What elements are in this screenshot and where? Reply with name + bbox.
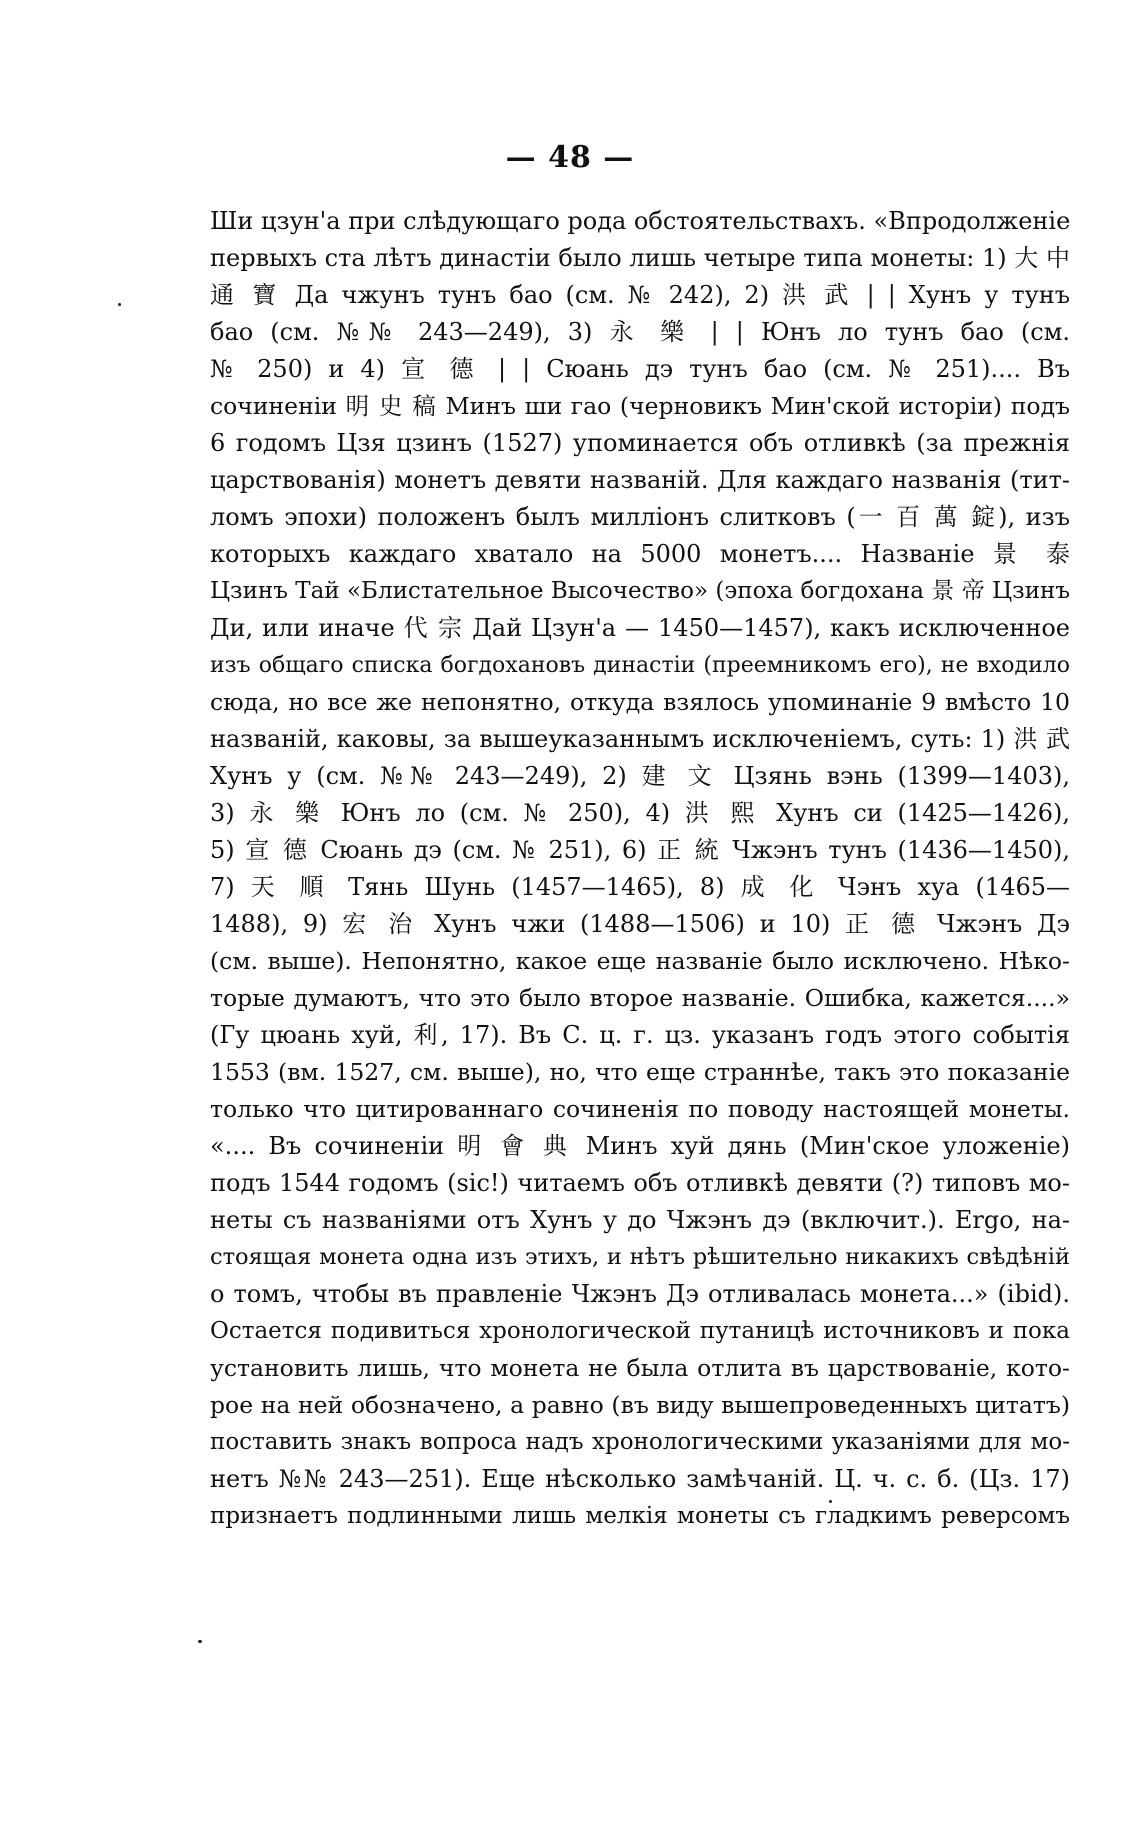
text-line: бао (см. №№ 243—249), 3) 永 樂 | | Юнъ ло тунъ бао (см.: [210, 318, 1070, 346]
text-line: первыхъ ста лѣтъ династіи было лишь четыре типа монеты: 1) 大 中: [210, 244, 1070, 272]
text-line: 7) 天 順 Тянь Шунь (1457—1465), 8) 成 化 Чэнъ хуа (1465—: [210, 873, 1070, 901]
text-line: установить лишь, что монета не была отлита въ царствованіе, кото-: [210, 1354, 1070, 1382]
print-speck: [829, 1500, 832, 1503]
body-text: [210, 203, 1070, 1535]
text-line: 3) 永 樂 Юнъ ло (см. № 250), 4) 洪 熙 Хунъ си (1425—1426),: [210, 799, 1070, 827]
text-line: (см. выше). Непонятно, какое еще названіе было исключено. Нѣко-: [210, 947, 1070, 975]
text-line: «.... Въ сочиненіи 明 會 典 Минъ хуй дянь (Мин'ское уложеніе): [210, 1132, 1070, 1160]
text-line: 5) 宣 德 Сюань дэ (см. № 251), 6) 正 統 Чжэнъ тунъ (1436—1450),: [210, 836, 1070, 864]
text-line: царствованія) монетъ девяти названій. Для каждаго названія (тит-: [210, 466, 1070, 494]
text-line: 1553 (вм. 1527, см. выше), но, что еще страннѣе, такъ это показаніе: [210, 1058, 1070, 1086]
page-number: — 48 —: [505, 140, 635, 175]
text-line: стоящая монета одна изъ этихъ, и нѣтъ рѣшительно никакихъ свѣдѣній: [210, 1244, 1070, 1270]
text-line: 1488), 9) 宏 治 Хунъ чжи (1488—1506) и 10) 正 德 Чжэнъ Дэ: [210, 910, 1070, 938]
text-line: признаетъ подлинными лишь мелкія монеты съ гладкимъ реверсомъ: [210, 1503, 1070, 1529]
text-line: Хунъ у (см. №№ 243—249), 2) 建 文 Цзянь вэнь (1399—1403),: [210, 762, 1070, 790]
print-speck: [118, 303, 121, 306]
text-line: рое на ней обозначено, а равно (въ виду вышепроведенныхъ цитатъ): [210, 1391, 1070, 1419]
text-line: сюда, но все же непонятно, откуда взялось упоминаніе 9 вмѣсто 10: [210, 688, 1070, 716]
text-line: ломъ эпохи) положенъ былъ милліонъ слитковъ (一 百 萬 錠), изъ: [210, 503, 1070, 531]
text-line: которыхъ каждаго хватало на 5000 монетъ.... Названіе 景 泰: [210, 540, 1070, 568]
text-line: поставить знакъ вопроса надъ хронологическими указаніями для мо-: [210, 1429, 1070, 1455]
text-line: Ши цзун'а при слѣдующаго рода обстоятельствахъ. «Впродолженіе: [210, 207, 1070, 235]
text-line: Цзинъ Тай «Блистательное Высочество» (эпоха богдохана 景 帝 Цзинъ: [210, 578, 1070, 604]
text-line: Остается подивиться хронологической путаницѣ источниковъ и пока: [210, 1318, 1070, 1344]
text-line: сочиненіи 明 史 稿 Минъ ши гао (черновикъ Мин'ской исторіи) подъ: [210, 392, 1070, 420]
text-line: 6 годомъ Цзя цзинъ (1527) упоминается объ отливкѣ (за прежнія: [210, 429, 1070, 457]
text-line: подъ 1544 годомъ (sic!) читаемъ объ отливкѣ девяти (?) типовъ мо-: [210, 1169, 1070, 1197]
text-line: о томъ, чтобы въ правленіе Чжэнъ Дэ отливалась монета...» (ibid).: [210, 1280, 1070, 1308]
print-speck: [198, 1640, 202, 1643]
text-line: неты съ названіями отъ Хунъ у до Чжэнъ дэ (включит.). Ergo, на-: [210, 1206, 1070, 1234]
text-line: (Гу цюань хуй, 利, 17). Въ С. ц. г. цз. указанъ годъ этого событія: [210, 1021, 1070, 1049]
text-line: только что цитированнаго сочиненія по поводу настоящей монеты.: [210, 1095, 1070, 1123]
text-line: изъ общаго списка богдохановъ династіи (преемникомъ его), не входило: [210, 653, 1070, 678]
text-line: названій, каковы, за вышеуказаннымъ исключеніемъ, суть: 1) 洪 武: [210, 725, 1070, 753]
text-line: 通 寶 Да чжунъ тунъ бао (см. № 242), 2) 洪 武 | | Хунъ у тунъ: [210, 281, 1070, 309]
text-line: торые думаютъ, что это было второе названіе. Ошибка, кажется....»: [210, 984, 1070, 1012]
text-line: нетъ №№ 243—251). Еще нѣсколько замѣчаній. Ц. ч. с. б. (Цз. 17): [210, 1465, 1070, 1493]
text-line: № 250) и 4) 宣 德 | | Сюань дэ тунъ бао (см. № 251).... Въ: [210, 355, 1070, 383]
text-line: Ди, или иначе 代 宗 Дай Цзун'а — 1450—1457), какъ исключенное: [210, 614, 1070, 642]
